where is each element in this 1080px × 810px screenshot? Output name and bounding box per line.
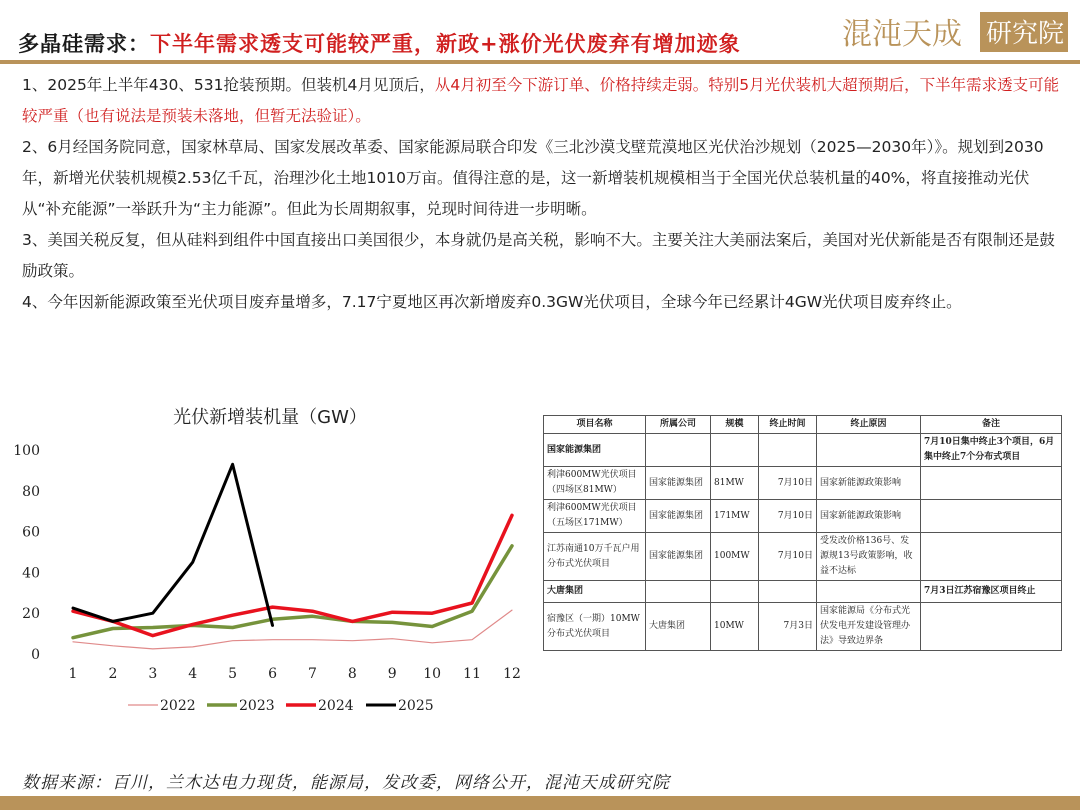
x-tick-label: 1 bbox=[68, 666, 78, 682]
cell-company: 大唐集团 bbox=[646, 603, 711, 651]
legend-label: 2022 bbox=[160, 698, 196, 714]
group-note: 7月3日江苏宿豫区项目终止 bbox=[921, 581, 1062, 603]
x-tick-label: 6 bbox=[268, 666, 278, 682]
table-row bbox=[544, 603, 1062, 651]
cell-date: 7月10日 bbox=[759, 500, 817, 533]
cell-date: 7月3日 bbox=[759, 603, 817, 651]
body-text bbox=[22, 70, 1062, 318]
installations-chart bbox=[0, 395, 530, 725]
x-tick-label: 4 bbox=[188, 666, 198, 682]
cell-reason: 国家能源局《分布式光伏发电开发建设管理办法》导致边界条 bbox=[817, 603, 921, 651]
cell-reason: 国家新能源政策影响 bbox=[817, 467, 921, 500]
cell-scale: 100MW bbox=[711, 533, 759, 581]
x-tick-label: 3 bbox=[148, 666, 158, 682]
cell-reason: 受发改价格136号、发源规13号政策影响，收益不达标 bbox=[817, 533, 921, 581]
paragraph-1-highlight: 从4月初至今下游订单、价格持续走弱。特别5月光伏装机大超预期后，下半年需求透支可能较严重（也有说法是预装未落地，但暂无法验证）。 bbox=[22, 76, 1060, 125]
paragraph-4: 4、今年因新能源政策至光伏项目废弃量增多，7.17宁夏地区再次新增废弃0.3GW光伏项目，全球今年已经累计4GW光伏项目废弃终止。 bbox=[22, 293, 962, 311]
x-tick-label: 9 bbox=[387, 666, 397, 682]
chart-svg bbox=[0, 395, 530, 725]
table-group-row bbox=[544, 434, 1062, 467]
cell-name: 宿豫区（一期）10MW分布式光伏项目 bbox=[544, 603, 646, 651]
cell-scale: 81MW bbox=[711, 467, 759, 500]
y-tick-label: 80 bbox=[22, 483, 40, 500]
cell-date: 7月10日 bbox=[759, 533, 817, 581]
header bbox=[0, 0, 1080, 62]
table-row bbox=[544, 533, 1062, 581]
group-name: 国家能源集团 bbox=[544, 434, 646, 467]
group-name: 大唐集团 bbox=[544, 581, 646, 603]
logo bbox=[838, 8, 1070, 56]
cell-date: 7月10日 bbox=[759, 467, 817, 500]
group-note: 7月10日集中终止3个项目，6月集中终止7个分布式项目 bbox=[921, 434, 1062, 467]
logo-text-left: 混沌天成 bbox=[842, 17, 962, 52]
series-line-2023 bbox=[73, 546, 512, 638]
legend-label: 2025 bbox=[398, 698, 434, 714]
paragraph-3: 3、美国关税反复，但从硅料到组件中国直接出口美国很少，本身就仍是高关税，影响不大。主要关注大美丽法案后，美国对光伏新能是否有限制还是鼓励政策。 bbox=[22, 231, 1055, 280]
y-tick-label: 60 bbox=[22, 524, 40, 541]
cell-company: 国家能源集团 bbox=[646, 467, 711, 500]
x-tick-label: 10 bbox=[423, 666, 442, 682]
cell-company: 国家能源集团 bbox=[646, 533, 711, 581]
cell-name: 利津600MW光伏项目（五场区171MW） bbox=[544, 500, 646, 533]
x-tick-label: 5 bbox=[228, 666, 238, 682]
page-title bbox=[18, 28, 741, 58]
x-tick-label: 7 bbox=[307, 666, 317, 682]
table-row bbox=[544, 467, 1062, 500]
header-divider bbox=[0, 60, 1080, 64]
series-line-2025 bbox=[73, 464, 273, 625]
y-tick-label: 0 bbox=[31, 647, 40, 663]
col-header: 所属公司 bbox=[646, 416, 711, 434]
cell-company: 国家能源集团 bbox=[646, 500, 711, 533]
legend-label: 2024 bbox=[318, 698, 354, 714]
cell-name: 利津600MW光伏项目（四场区81MW） bbox=[544, 467, 646, 500]
paragraph-1-text: 1、2025年上半年430、531抢装预期。但装机4月见顶后， bbox=[22, 76, 435, 94]
x-tick-label: 8 bbox=[347, 666, 357, 682]
logo-graphic bbox=[838, 8, 1070, 56]
x-tick-label: 2 bbox=[108, 666, 118, 682]
x-tick-label: 11 bbox=[463, 666, 482, 682]
y-tick-label: 40 bbox=[22, 565, 40, 582]
table-group-row bbox=[544, 581, 1062, 603]
col-header: 备注 bbox=[921, 416, 1062, 434]
cell-reason: 国家新能源政策影响 bbox=[817, 500, 921, 533]
title-highlight: 下半年需求透支可能较严重，新政+涨价光伏废弃有增加迹象 bbox=[150, 32, 741, 56]
y-tick-label: 20 bbox=[22, 606, 40, 623]
terminated-projects-table bbox=[543, 415, 1062, 651]
title-prefix: 多晶硅需求： bbox=[18, 32, 150, 56]
paragraph-1 bbox=[22, 70, 1062, 132]
footer-bar bbox=[0, 796, 1080, 810]
data-source-note: 数据来源：百川，兰木达电力现货，能源局，发改委，网络公开，混沌天成研究院 bbox=[22, 773, 670, 793]
y-tick-label: 100 bbox=[13, 443, 40, 459]
col-header: 终止原因 bbox=[817, 416, 921, 434]
col-header: 规模 bbox=[711, 416, 759, 434]
table-row bbox=[544, 500, 1062, 533]
terminated-projects-table-wrap bbox=[543, 415, 1061, 645]
col-header: 项目名称 bbox=[544, 416, 646, 434]
cell-scale: 171MW bbox=[711, 500, 759, 533]
paragraph-2: 2、6月经国务院同意，国家林草局、国家发展改革委、国家能源局联合印发《三北沙漠戈壁荒漠地区光伏治沙规划（2025—2030年）》。规划到2030年，新增光伏装机规模2.53亿千瓦，治理沙化土地1010万亩。值得注意的是，这一新增装机规模相当于全国光伏总装机量的40%，将直接推动光伏从“补充能源”一举跃升为“主力能源”。但此为长周期叙事，兑现时间待进一步明晰。 bbox=[22, 138, 1044, 218]
x-tick-label: 12 bbox=[503, 666, 521, 682]
cell-scale: 10MW bbox=[711, 603, 759, 651]
logo-text-right: 研究院 bbox=[986, 19, 1065, 49]
legend-label: 2023 bbox=[239, 698, 275, 714]
col-header: 终止时间 bbox=[759, 416, 817, 434]
table-header-row bbox=[544, 416, 1062, 434]
chart-title: 光伏新增装机量（GW） bbox=[173, 407, 367, 428]
cell-name: 江苏南通10万千瓦户用分布式光伏项目 bbox=[544, 533, 646, 581]
